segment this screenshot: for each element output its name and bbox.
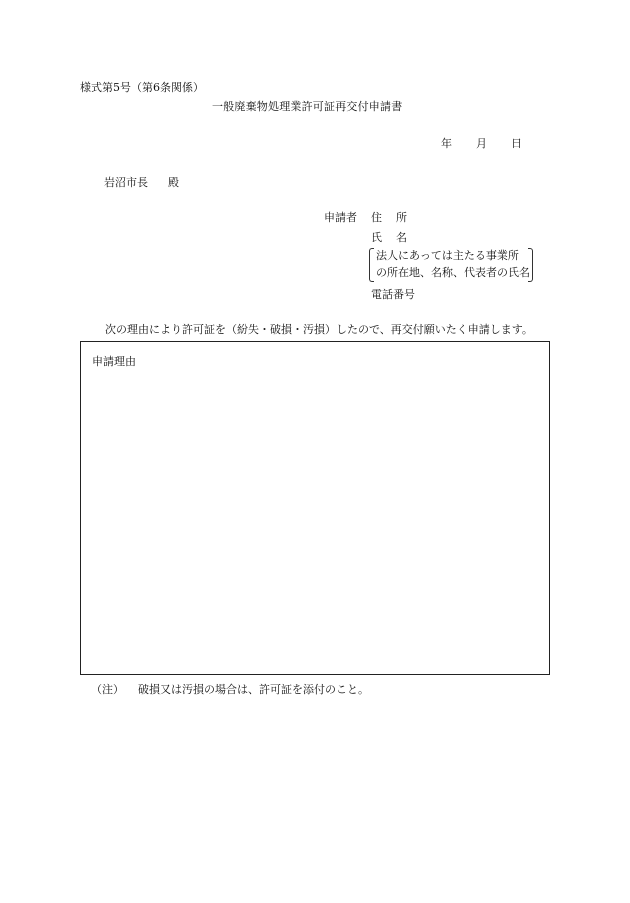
date-month-label: 月: [476, 137, 487, 150]
footnote: [91, 683, 369, 696]
name-label: [371, 231, 407, 244]
name-label-char-2: 名: [396, 231, 407, 244]
date-year-label: 年: [441, 137, 452, 150]
address-label-char-1: 住: [371, 211, 382, 224]
corporate-note: [369, 248, 533, 282]
footnote-text: 破損又は汚損の場合は、許可証を添付のこと。: [138, 683, 369, 696]
document-title: 一般廃棄物処理業許可証再交付申請書: [212, 100, 403, 113]
right-bracket: [528, 248, 533, 282]
corporate-note-line-1: 法人にあっては主たる事業所: [376, 249, 519, 262]
left-bracket: [369, 248, 374, 282]
addressee: [104, 176, 179, 189]
reason-label: 申請理由: [92, 355, 136, 368]
applicant-label: 申請者: [324, 211, 357, 224]
corporate-note-line-2: の所在地、名称、代表者の氏名: [376, 266, 530, 279]
date-day-label: 日: [511, 137, 522, 150]
address-label-char-2: 所: [396, 211, 407, 224]
addressee-honorific: 殿: [168, 176, 179, 189]
address-label: [371, 211, 407, 224]
name-label-char-1: 氏: [371, 231, 382, 244]
addressee-name: 岩沼市長: [104, 176, 148, 189]
phone-label: 電話番号: [371, 288, 415, 301]
form-number: 様式第5号（第6条関係）: [80, 81, 204, 94]
footnote-marker: （注）: [91, 683, 124, 696]
reason-box[interactable]: [80, 341, 550, 675]
application-statement: 次の理由により許可証を（紛失・破損・汚損）したので、再交付願いたく申請します。: [105, 323, 533, 336]
